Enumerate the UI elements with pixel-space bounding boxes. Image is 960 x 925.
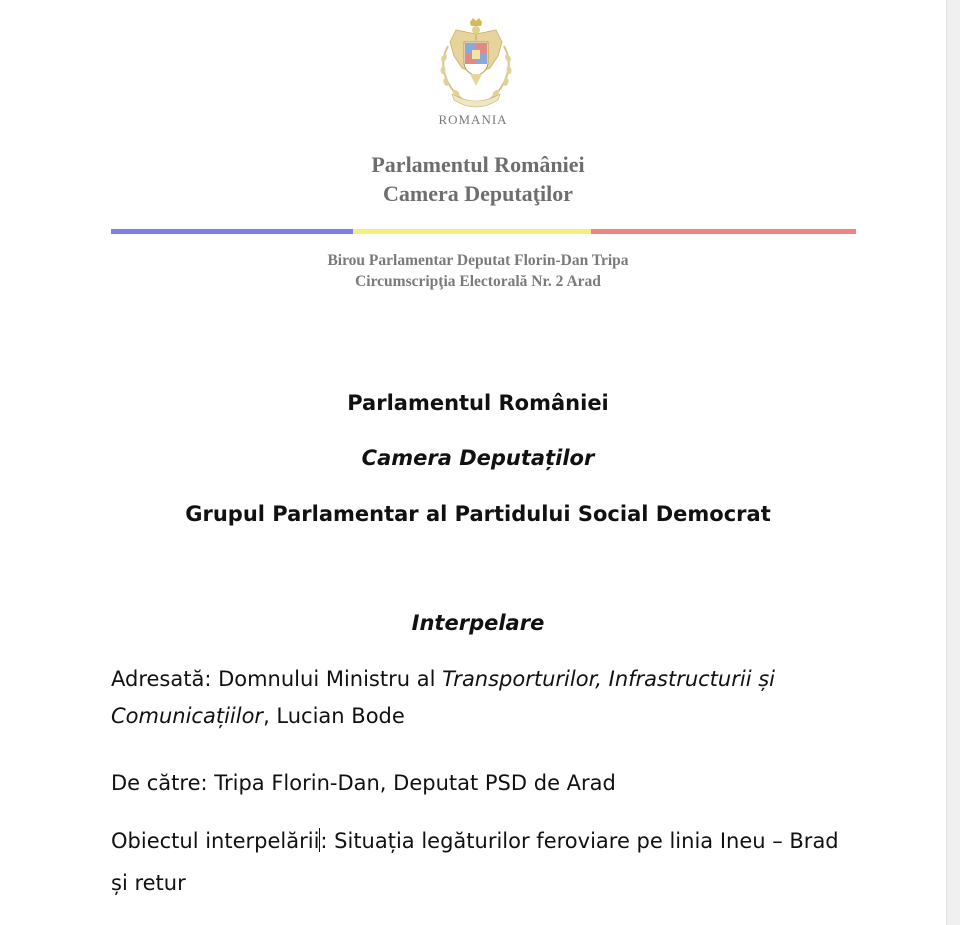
subject-label: Obiectul interpelării xyxy=(111,829,320,853)
document-type-title: Interpelare xyxy=(411,611,545,635)
tricolor-divider xyxy=(111,229,856,234)
addressee-paragraph xyxy=(111,661,861,735)
heading-parliamentary-group: Grupul Parlamentar al Partidului Social Democrat xyxy=(185,502,771,526)
subject-text: : Situația legăturilor feroviare pe linia Ineu – Brad și retur xyxy=(111,829,839,895)
emblem-caption: ROMANIA xyxy=(438,112,508,127)
letterhead-title-chamber: Camera Deputaţilor xyxy=(382,181,573,206)
office-constituency: Circumscripţia Electorală Nr. 2 Arad xyxy=(355,273,601,290)
heading-parliament: Parlamentul României xyxy=(347,391,609,415)
letterhead-title-parliament: Parlamentul României xyxy=(371,152,585,177)
tricolor-yellow xyxy=(353,229,591,234)
vertical-scrollbar[interactable] xyxy=(946,0,960,925)
office-name: Birou Parlamentar Deputat Florin-Dan Tripa xyxy=(327,252,629,269)
romania-coat-of-arms-icon xyxy=(432,16,520,112)
heading-chamber: Camera Deputaților xyxy=(361,446,595,470)
addressee-ministry: Transporturilor, Infrastructurii și Comunicațiilor xyxy=(111,667,775,728)
addressee-name: , Lucian Bode xyxy=(263,704,405,728)
from-paragraph: De către: Tripa Florin-Dan, Deputat PSD de Arad xyxy=(111,771,616,795)
subject-paragraph[interactable] xyxy=(111,820,861,904)
addressee-label: Adresată: Domnului Ministru al xyxy=(111,667,443,691)
tricolor-red xyxy=(591,229,856,234)
tricolor-blue xyxy=(111,229,353,234)
